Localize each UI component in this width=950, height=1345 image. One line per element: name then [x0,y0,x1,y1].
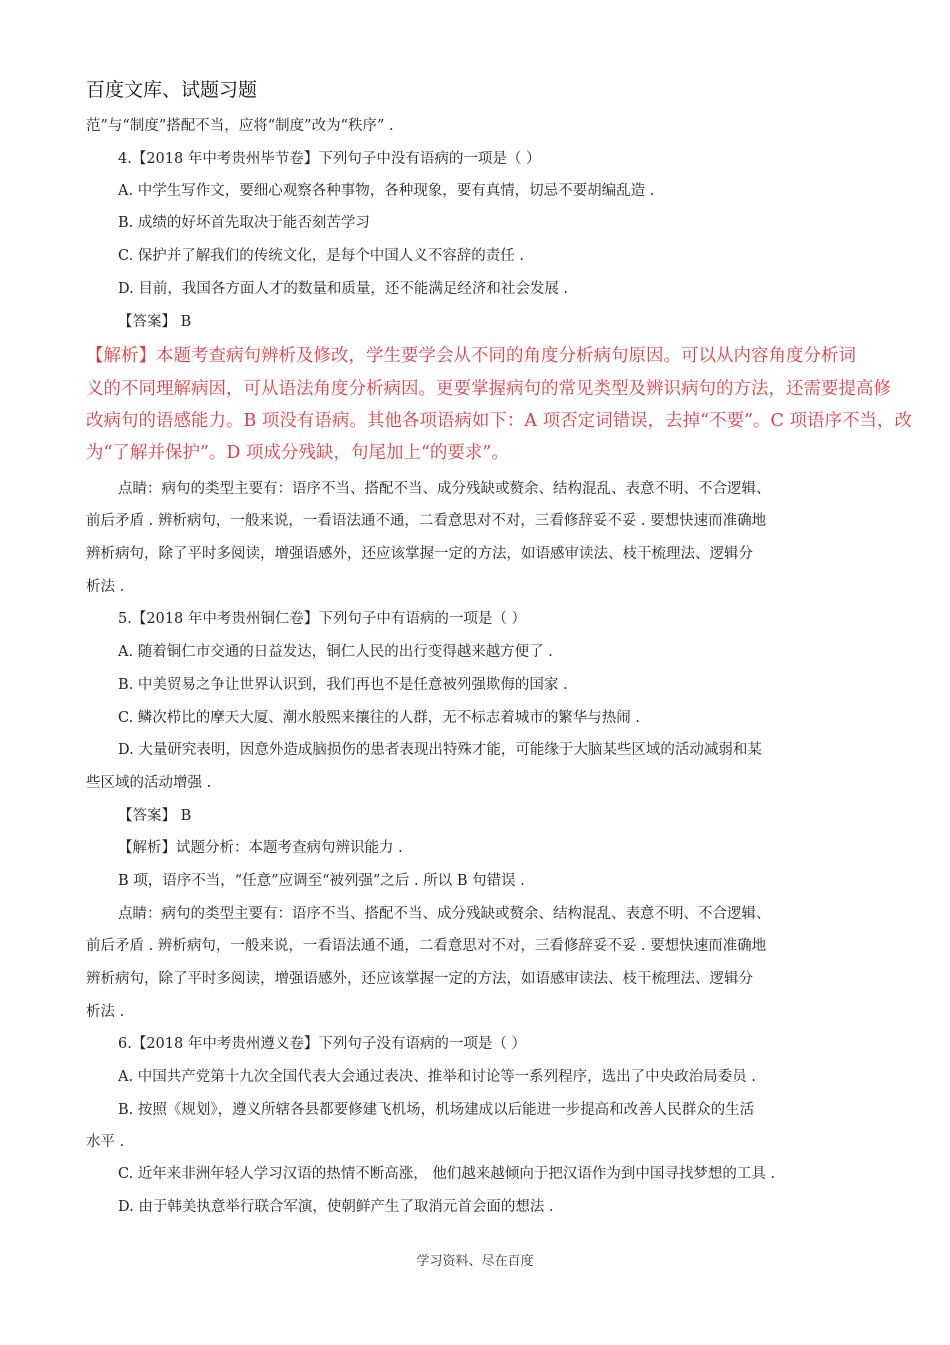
comment-line: 析法 . [86,1004,125,1020]
option-a: A. 中国共产党第十九次全国代表大会通过表决、推举和讨论等一系列程序，选出了中央政治局委员 . [118,1069,756,1085]
analysis-line: 【解析】试题分析：本题考查病句辨识能力 . [118,840,403,856]
analysis-red-line: 为“了解并保护”。D 项成分残缺，句尾加上“的要求”。 [86,443,509,463]
comment-line: 点睛：病句的类型主要有：语序不当、搭配不当、成分残缺或赘余、结构混乱、表意不明、不合逻辑、 [118,481,771,497]
option-c: C. 鳞次栉比的摩天大厦、潮水般熙来攘往的人群，无不标志着城市的繁华与热闹 . [118,710,641,726]
option-d: D. 目前，我国各方面人才的数量和质量，还不能满足经济和社会发展 . [118,281,569,297]
analysis-red-line: 【解析】本题考查病句辨析及修改，学生要学会从不同的角度分析病句原因。可以从内容角度分析词 [86,346,856,366]
answer-label: 【答案】 B [118,314,192,330]
option-d: D. 由于韩美执意举行联合军演，使朝鲜产生了取消元首会面的想法 . [118,1199,554,1215]
page-header: 百度文库、试题习题 [86,79,258,101]
comment-line: 前后矛盾 . 辨析病句，一般来说，一看语法通不通，二看意思对不对，三看修辞妥不妥 . 要想快速而准确地 [86,938,767,954]
analysis-red-line: 改病句的语感能力。B 项没有语病。其他各项语病如下：A 项否定词错误，去掉“不要”。C 项语序不当，改 [86,411,912,431]
comment-line: 点睛：病句的类型主要有：语序不当、搭配不当、成分残缺或赘余、结构混乱、表意不明、不合逻辑、 [118,906,771,922]
option-a: A. 中学生写作文，要细心观察各种事物，各种现象，要有真情，切忌不要胡编乱造 . [118,183,655,199]
option-d: D. 大量研究表明，因意外造成脑损伤的患者表现出特殊才能，可能缘于大脑某些区域的活动减弱和某 [118,742,762,758]
question-4-stem: 4.【2018 年中考贵州毕节卷】下列句子中没有语病的一项是（ ） [118,151,541,167]
question-5-stem: 5.【2018 年中考贵州铜仁卷】下列句子中有语病的一项是（ ） [118,611,526,627]
option-b-cont: 水平 . [86,1134,125,1150]
comment-line: 辨析病句，除了平时多阅读，增强语感外，还应该掌握一定的方法，如语感审读法、枝干梳理法、逻辑分 [86,546,753,562]
text-line: 范”与“制度”搭配不当，应将“制度”改为“秩序” . [86,118,394,134]
analysis-red-line: 义的不同理解病因，可从语法角度分析病因。更要掌握病句的常见类型及辨识病句的方法，还需要提高修 [86,379,891,399]
option-c: C. 保护并了解我们的传统文化，是每个中国人义不容辞的责任 . [118,248,525,264]
comment-line: 前后矛盾 . 辨析病句，一般来说，一看语法通不通，二看意思对不对，三看修辞妥不妥 . 要想快速而准确地 [86,513,767,529]
comment-line: 辨析病句，除了平时多阅读，增强语感外，还应该掌握一定的方法，如语感审读法、枝干梳理法、逻辑分 [86,971,753,987]
page-footer: 学习资料、尽在百度 [416,1254,534,1269]
option-b: B. 中美贸易之争让世界认识到，我们再也不是任意被列强欺侮的国家 . [118,677,568,693]
option-d-cont: 些区域的活动增强 . [86,775,212,791]
comment-line: 析法 . [86,579,125,595]
option-b: B. 按照《规划》，遵义所辖各县都要修建飞机场，机场建成以后能进一步提高和改善人民群众的生活 [118,1102,755,1118]
option-a: A. 随着铜仁市交通的日益发达，铜仁人民的出行变得越来越方便了 . [118,644,553,660]
question-6-stem: 6.【2018 年中考贵州遵义卷】下列句子没有语病的一项是（ ） [118,1036,526,1052]
option-c: C. 近年来非洲年轻人学习汉语的热情不断高涨， 他们越来越倾向于把汉语作为到中国寻找梦想的工具 . [118,1166,776,1182]
analysis-line: B 项，语序不当，“任意”应调至“被列强”之后 . 所以 B 句错误 . [118,873,525,889]
option-b: B. 成绩的好坏首先取决于能否刻苦学习 [118,215,370,231]
answer-label: 【答案】 B [118,808,192,824]
